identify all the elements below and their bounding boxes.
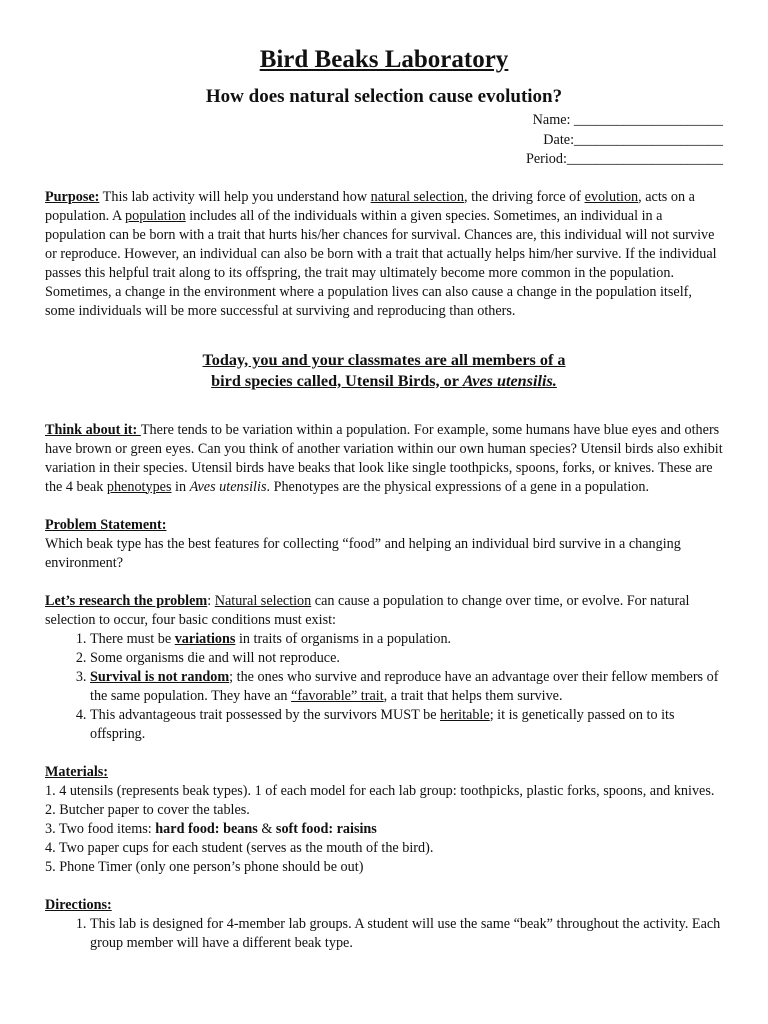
material-item: 1. 4 utensils (represents beak types). 1 of each model for each lab group: toothpicks, plastic forks, spoons, and knives. xyxy=(45,782,715,799)
page-subtitle: How does natural selection cause evolution? xyxy=(205,86,563,107)
research-paragraph: Let’s research the problem: Natural selection can cause a population to change over time, or evolve. For natural selection to occur, four basic conditions must exist: xyxy=(45,592,690,628)
name-field: Name: _____________________ xyxy=(532,112,723,128)
material-item: 2. Butcher paper to cover the tables. xyxy=(45,801,250,818)
list-item: 1. There must be variations in traits of organisms in a population. xyxy=(90,630,723,649)
student-info-fields xyxy=(45,111,723,170)
think-paragraph: Think about it: There tends to be variation within a population. For example, some humans have blue eyes and others have brown or green eyes. Can you think of another variation within our own human species? Utensil birds also exhibit variation in their species. Utensil birds have beaks that look like single toothpicks, spoons, forks, or knives. These are the 4 beak phenotypes in Aves utensilis. Phenotypes are the physical expressions of a gene in a population. xyxy=(45,421,723,495)
list-item: 3. Survival is not random; the ones who survive and reproduce have an advantage over their fellow members of the same population. They have an “favorable” trait, a trait that helps them survive. xyxy=(90,668,723,706)
material-item: 4. Two paper cups for each student (serves as the mouth of the bird). xyxy=(45,839,434,856)
research-label: Let’s research the problem xyxy=(45,592,208,609)
problem-label: Problem Statement: xyxy=(45,516,167,533)
list-item: 2. Some organisms die and will not reproduce. xyxy=(90,649,723,668)
page-title: Bird Beaks Laboratory xyxy=(259,46,509,73)
natural-selection-term-2: Natural selection xyxy=(214,592,312,609)
problem-text: Which beak type has the best features for collecting “food” and helping an individual bird survive in a changing environment? xyxy=(45,535,681,571)
evolution-term: evolution xyxy=(584,188,639,205)
directions-label: Directions: xyxy=(45,896,112,913)
phenotypes-term: phenotypes xyxy=(106,478,172,495)
species-name: Aves utensilis. xyxy=(462,371,557,390)
population-term: population xyxy=(125,207,186,224)
conditions-list xyxy=(45,630,723,744)
material-item: 5. Phone Timer (only one person’s phone should be out) xyxy=(45,858,364,875)
material-item: 3. Two food items: hard food: beans & soft food: raisins xyxy=(45,820,377,837)
directions-list xyxy=(45,915,723,953)
purpose-paragraph: Purpose: This lab activity will help you understand how natural selection, the driving force of evolution, acts on a population. A population includes all of the individuals within a given species. Sometimes, an individual in a population can be born with a trait that hurts his/her chances for survival. Chances are, this individual will not survive or reproduce. However, an individual can also be born with a trait that actually helps him/her survive. If the individual passes this helpful trait along to its offspring, the trait may ultimately become more common in the population. Sometimes, a change in the environment where a population lives can also cause a change in the population itself, some individuals will be more successful at surviving and reproducing than others. xyxy=(45,188,717,319)
natural-selection-term: natural selection xyxy=(370,188,464,205)
purpose-label: Purpose: xyxy=(45,188,100,205)
list-item: 4. This advantageous trait possessed by the survivors MUST be heritable; it is genetically passed on to its offspring. xyxy=(90,706,723,744)
list-item: 1. This lab is designed for 4-member lab groups. A student will use the same “beak” throughout the activity. Each group member will have a different beak type. xyxy=(90,915,723,953)
period-field: Period:______________________ xyxy=(525,151,723,167)
think-label: Think about it: xyxy=(45,421,141,438)
species-name-inline: Aves utensilis xyxy=(189,478,267,495)
date-field: Date:_____________________ xyxy=(543,131,723,148)
materials-label: Materials: xyxy=(45,763,109,780)
utensil-birds-heading: Today, you and your classmates are all members of a bird species called, Utensil Birds, or Aves utensilis. xyxy=(202,350,566,390)
